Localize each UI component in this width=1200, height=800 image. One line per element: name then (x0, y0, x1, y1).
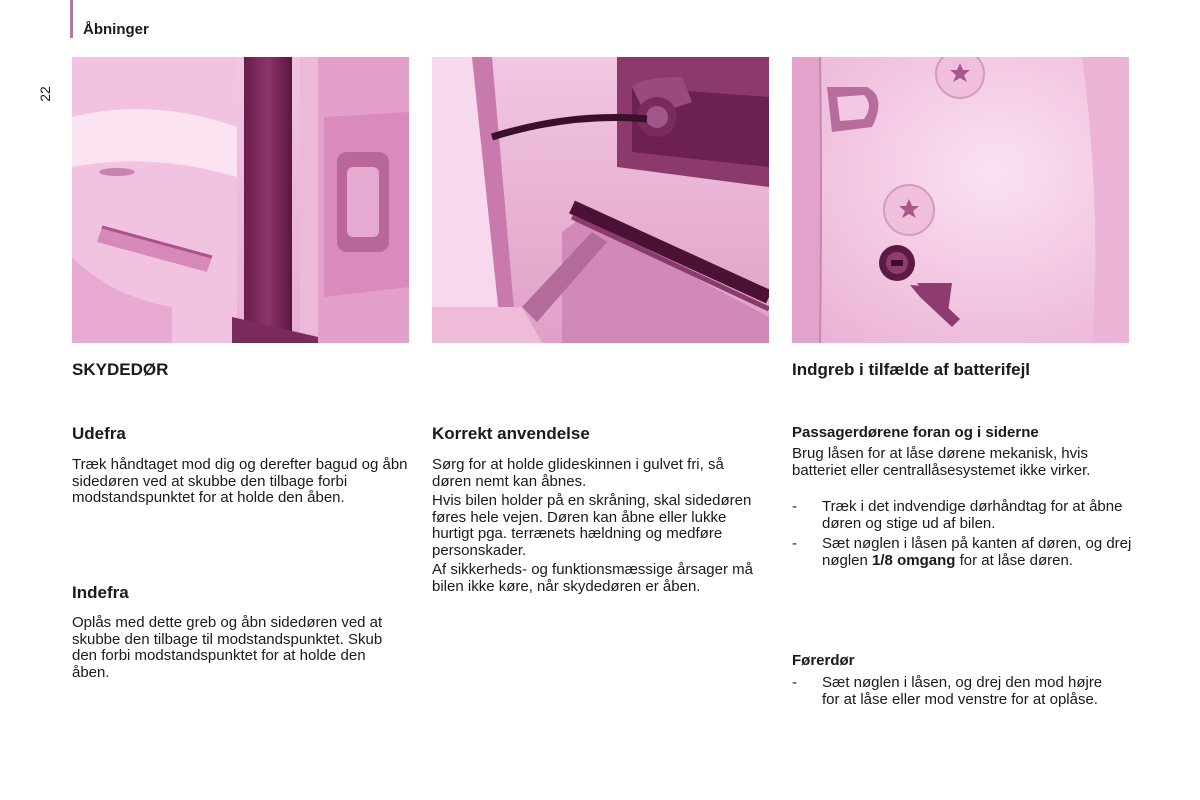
bullet-dash: - (792, 535, 797, 552)
passenger-doors-steps (792, 499, 1132, 573)
section-label: Åbninger (83, 21, 149, 38)
driver-door-steps (792, 675, 1112, 712)
step-text: Træk i det indvendige dørhåndtag for at åbne døren og stige ud af bilen. (822, 498, 1123, 532)
sliding-door-rail-illustration (432, 57, 769, 343)
step-text: Sæt nøglen i låsen på kanten af døren, og drej nøglen (822, 535, 1132, 569)
driver-door-heading: Førerdør (792, 652, 855, 669)
page-number: 22 (37, 86, 53, 102)
passenger-doors-heading: Passagerdørene foran og i siderne (792, 424, 1039, 441)
step-text: Sæt nøglen i låsen, og drej den mod højre for at låse eller mod venstre for at oplåse. (822, 674, 1103, 708)
section-marker-bar (70, 0, 73, 38)
sliding-door-handle-outside-svg (72, 57, 409, 343)
outside-heading: Udefra (72, 424, 126, 443)
outside-text: Træk håndtaget mod dig og derefter bagud og åbn sidedøren ved at skubbe den tilbage forbi modstandspunktet for at holde den åben. (72, 456, 408, 506)
correct-use-text-3: Af sikkerheds- og funktionsmæssige årsager må bilen ikke køre, når skydedøren er åben. (432, 561, 753, 595)
step-text-end: for at låse døren. (955, 551, 1073, 569)
list-item (792, 536, 1132, 569)
correct-use-text-2: Hvis bilen holder på en skråning, skal sidedøren føres hele vejen. Døren kan åbne eller lukke hurtigt pga. terrænets hældning og medføre personskader. (432, 492, 752, 559)
bullet-dash: - (792, 674, 797, 691)
battery-failure-title: Indgreb i tilfælde af batterifejl (792, 360, 1031, 379)
sliding-door-title: SKYDEDØR (72, 360, 169, 379)
sliding-door-handle-outside-illustration (72, 57, 409, 343)
correct-use-text-1: Sørg for at holde glideskinnen i gulvet fri, så døren nemt kan åbnes. (432, 456, 724, 490)
list-item (792, 499, 1132, 532)
inside-heading: Indefra (72, 583, 129, 602)
bullet-dash: - (792, 498, 797, 515)
inside-text: Oplås med dette greb og åbn sidedøren ved at skubbe den tilbage til modstandspunktet. Skub den forbi modstandspunktet for at holde den åben. (72, 614, 383, 681)
door-lock-battery-failure-illustration (792, 57, 1129, 343)
step-emphasis: 1/8 omgang (872, 551, 956, 569)
sliding-door-rail-svg (432, 57, 769, 343)
door-lock-battery-failure-svg (792, 57, 1129, 343)
correct-use-heading: Korrekt anvendelse (432, 424, 590, 443)
list-item (792, 675, 1112, 708)
passenger-doors-intro: Brug låsen for at låse dørene mekanisk, hvis batteriet eller centrallåsesystemet ikke virker. (792, 445, 1091, 479)
